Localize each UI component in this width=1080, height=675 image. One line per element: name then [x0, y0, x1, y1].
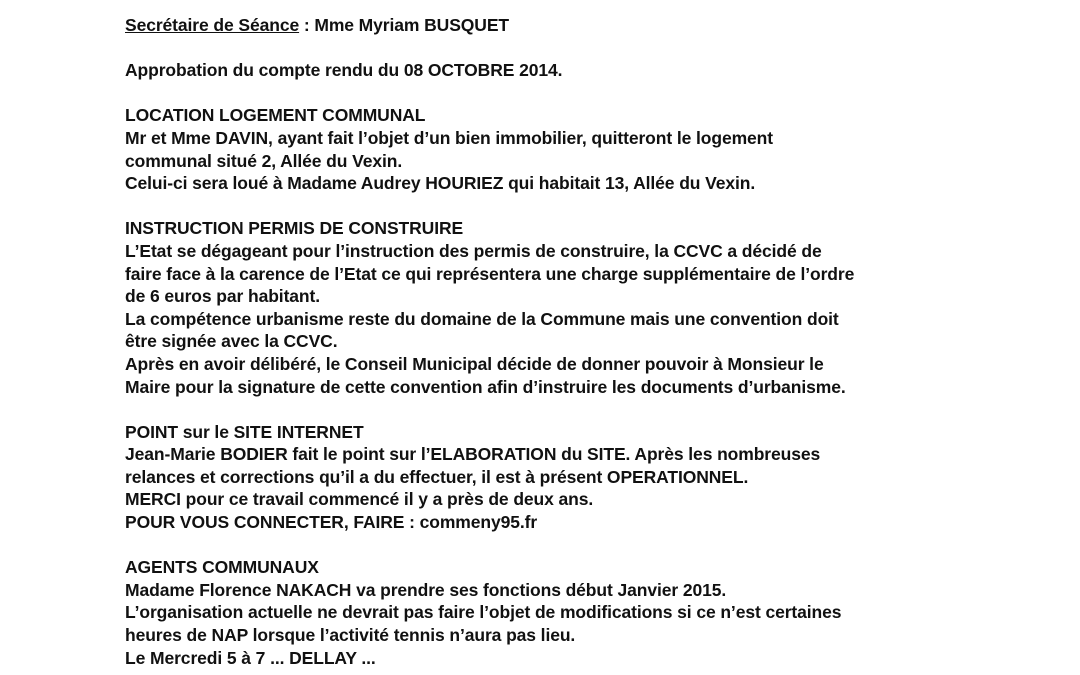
section-line: de 6 euros par habitant.	[125, 286, 321, 307]
cutoff-line: Le Mercredi 5 à 7 ... DELLAY ...	[125, 647, 376, 668]
section-heading: INSTRUCTION PERMIS DE CONSTRUIRE	[125, 218, 464, 239]
section-instruction-permis	[125, 217, 1025, 398]
section-line: La compétence urbanisme reste du domaine de la Commune mais une convention doit	[125, 308, 839, 329]
secretary-value: : Mme Myriam BUSQUET	[299, 15, 509, 35]
section-line: faire face à la carence de l’Etat ce qui représentera une charge supplémentaire de l’ordre	[125, 263, 855, 284]
section-heading: AGENTS COMMUNAUX	[125, 557, 319, 578]
section-line: MERCI pour ce travail commencé il y a près de deux ans.	[125, 489, 594, 510]
section-line: communal situé 2, Allée du Vexin.	[125, 150, 403, 171]
section-line: Celui-ci sera loué à Madame Audrey HOURIEZ qui habitait 13, Allée du Vexin.	[125, 173, 756, 194]
section-heading: POINT sur le SITE INTERNET	[125, 421, 364, 442]
section-location-logement	[125, 104, 1025, 194]
section-site-internet	[125, 421, 1025, 534]
document-page	[125, 14, 1025, 668]
section-agents-communaux	[125, 556, 1025, 646]
spacer	[125, 195, 1025, 218]
spacer	[125, 82, 1025, 105]
section-line: L’organisation actuelle ne devrait pas faire l’objet de modifications si ce n’est certaines	[125, 602, 842, 623]
section-line: relances et corrections qu’il a du effectuer, il est à présent OPERATIONNEL.	[125, 466, 749, 487]
section-line: Madame Florence NAKACH va prendre ses fonctions début Janvier 2015.	[125, 579, 727, 600]
section-line: Maire pour la signature de cette convention afin d’instruire les documents d’urbanisme.	[125, 376, 846, 397]
section-line: être signée avec la CCVC.	[125, 331, 338, 352]
approval-line: Approbation du compte rendu du 08 OCTOBRE 2014.	[125, 60, 563, 81]
section-heading: LOCATION LOGEMENT COMMUNAL	[125, 105, 426, 126]
section-line: heures de NAP lorsque l’activité tennis n’aura pas lieu.	[125, 625, 576, 646]
section-line: Après en avoir délibéré, le Conseil Municipal décide de donner pouvoir à Monsieur le	[125, 353, 824, 374]
section-line: POUR VOUS CONNECTER, FAIRE : commeny95.fr	[125, 512, 538, 533]
section-line: Mr et Mme DAVIN, ayant fait l’objet d’un bien immobilier, quitteront le logement	[125, 127, 773, 148]
section-line: Jean-Marie BODIER fait le point sur l’ELABORATION du SITE. Après les nombreuses	[125, 444, 821, 465]
section-line: L’Etat se dégageant pour l’instruction des permis de construire, la CCVC a décidé de	[125, 240, 822, 261]
spacer	[125, 534, 1025, 557]
spacer	[125, 398, 1025, 421]
secretary-label: Secrétaire de Séance	[125, 15, 300, 35]
spacer	[125, 37, 1025, 60]
secretary-line	[125, 14, 1025, 37]
